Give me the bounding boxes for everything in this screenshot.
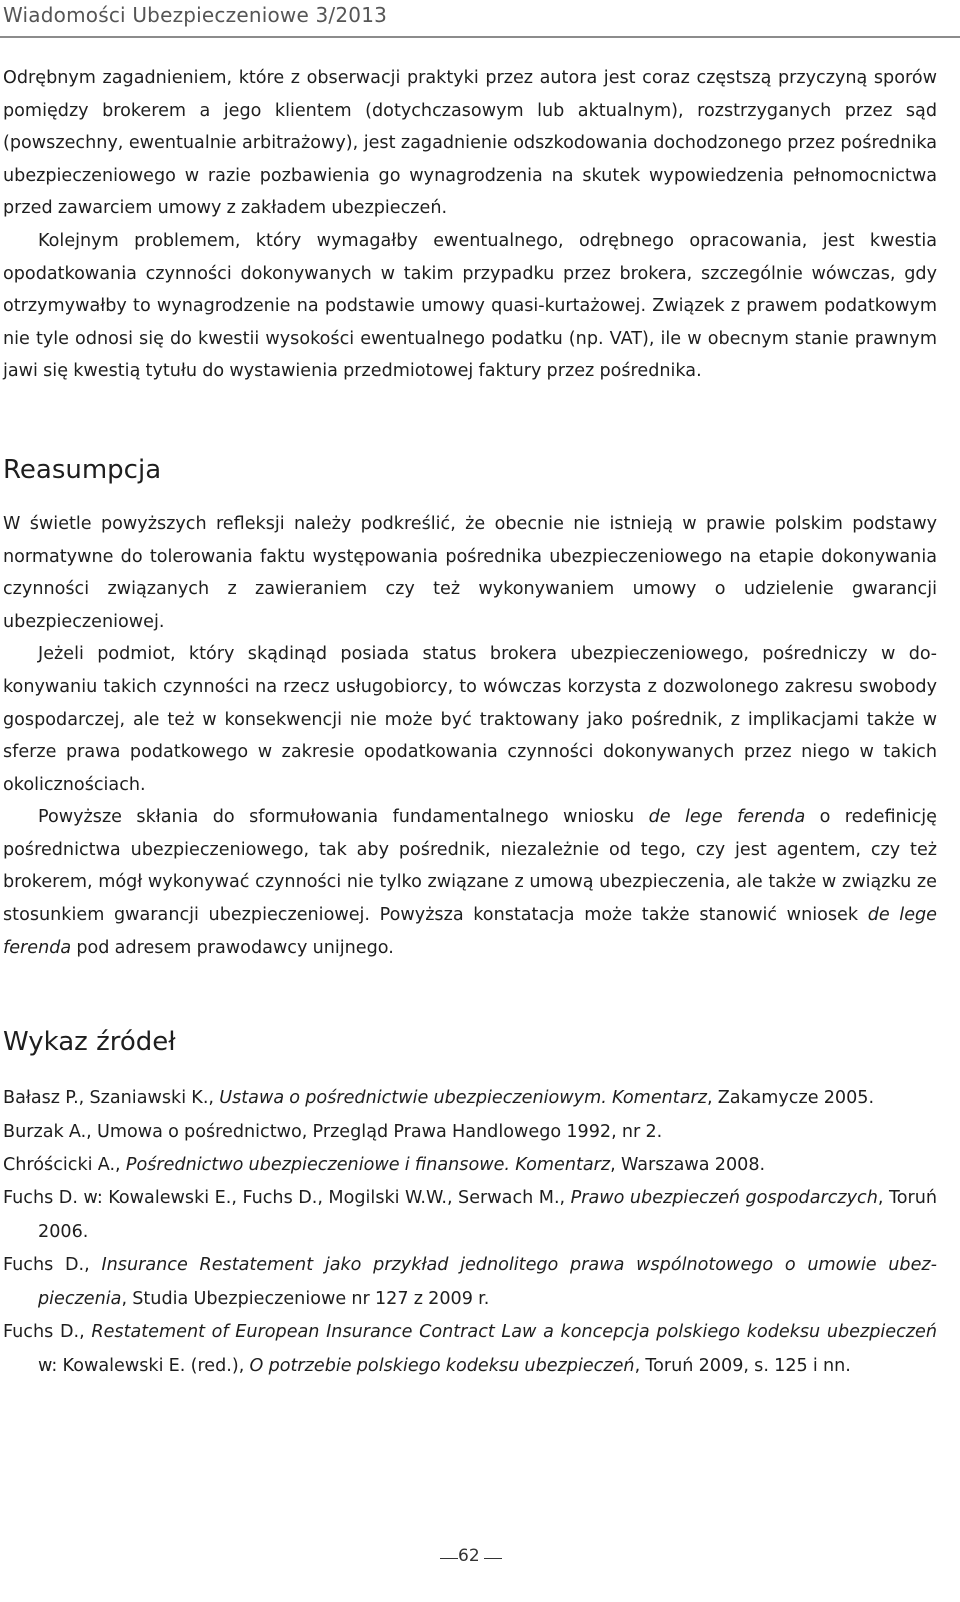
ref-details: w: Kowalewski E. (red.), (38, 1355, 250, 1376)
ref-author: Fuchs D., (3, 1255, 102, 1276)
footer-dash-left (440, 1558, 458, 1559)
body-paragraph: Odrębnym zagadnieniem, które z obserwacji praktyki przez autora jest coraz częstszą przyczyną sporów pomiędzy brokerem a jego klientem (dotychczasowym lub aktualnym), rozstrzyganych przez sąd (powszechny, ewentualnie arbitrażowy), jest zagadnienie odszkodowania dochodzonego przez pośrednika ubezpieczeniowego w razie pozbawienia go wynagrodzenia na skutek wypowiedzenia pełnomocnictwa przed zawarciem umowy z zakładem ubezpieczeń. (3, 68, 937, 219)
body-paragraph: W świetle powyższych refleksji należy podkreślić, że obecnie nie istnieją w prawie polskim podstawy normatywne do tolerowania faktu występowania pośrednika ubezpieczeniowego na etapie dokonywania czynności związanych z zawieraniem czy też wykonywaniem umowy o udzielenie gwarancji ubezpieczeniowej. (3, 513, 937, 632)
text-run: o redefinicję pośrednictwa ubezpieczeniowego, tak aby pośrednik, niezależnie od tego, czy jest agentem, czy też brokerem, mógł wykonywać czynności nie tylko związane z umową ubezpieczenia, ale także w związku ze stosunkiem gwarancji ubezpieczeniowej. Powyższa konstatacja może także stanowić wniosek (3, 807, 937, 926)
ref-title: Pośrednictwo ubezpieczeniowe i finansowe. Komentarz (125, 1155, 611, 1176)
body-paragraph: Jeżeli podmiot, który skądinąd posiada status brokera ubezpieczeniowego, pośredniczy w dokonywaniu takich czynności na rzecz usługobiorcy, to wówczas korzysta z dozwolonego zakresu swobody gospodarczej, ale też w konsekwencji nie może być traktowany jako pośrednik, z implikacjami także w sferze prawa podatkowego w zakresie opodatkowania czynności dokonywanych przez niego w takich okolicznościach. (3, 644, 937, 795)
ref-title: Prawo ubezpieczeń gospodarczych (570, 1188, 878, 1209)
ref-details: , Warszawa 2008. (610, 1155, 766, 1176)
body-paragraph (3, 801, 937, 964)
ref-title: Insurance Restatement jako przykład jednolitego prawa wspólnotowego o umowie ubezpieczenia (38, 1255, 937, 1309)
reference-entry (3, 1149, 937, 1182)
section-heading-wykaz-zrodel: Wykaz źródeł (3, 1027, 176, 1058)
ref-author: Chróścicki A., (3, 1155, 126, 1176)
reference-entry (3, 1316, 937, 1383)
article-body (3, 62, 937, 1383)
text-run: Powyższe skłania do sformułowania fundamentalnego wniosku (38, 807, 649, 828)
ref-author: Fuchs D. w: Kowalewski E., Fuchs D., Mogilski W.W., Serwach M., (3, 1188, 571, 1209)
ref-title: Ustawa o pośrednictwie ubezpieczeniowym. Komentarz (219, 1088, 707, 1109)
ref-author: Fuchs D., (3, 1322, 92, 1343)
footer-dash-right (484, 1558, 502, 1559)
ref-title: Restatement of European Insurance Contract Law a koncepcja polskiego kodeksu ubezpieczeń (91, 1322, 938, 1343)
ref-details: , Zakamycze 2005. (706, 1088, 875, 1109)
italic-phrase: de lege ferenda (648, 807, 806, 828)
ref-details: , Toruń 2009, s. 125 i nn. (634, 1355, 851, 1376)
text-run: pod adresem prawodawcy unijnego. (71, 937, 394, 958)
body-paragraph: Kolejnym problemem, który wymagałby ewentualnego, odrębnego opracowania, jest kwestia opodatkowania czynności dokonywanych w takim przypadku przez brokera, szczególnie wówczas, gdy otrzymywałby to wynagrodzenie na podstawie umowy quasi-kurtażowej. Związek z prawem podatkowym nie tyle odnosi się do kwestii wysokości ewentualnego podatku (np. VAT), ile w obecnym stanie prawnym jawi się kwestią tytułu do wystawienia przedmiotowej faktury przez pośrednika. (3, 230, 937, 382)
running-header (0, 0, 960, 38)
ref-author: Bałasz P., Szaniawski K., (3, 1088, 220, 1109)
ref-details: , Studia Ubezpieczeniowe nr 127 z 2009 r. (121, 1288, 490, 1309)
ref-details: , Toruń 2006. (38, 1188, 938, 1242)
reference-entry (3, 1116, 937, 1149)
italic-phrase: de lege ferenda (3, 905, 938, 958)
reference-entry (3, 1249, 937, 1316)
section-heading-reasumpcja: Reasumpcja (3, 454, 162, 485)
ref-title: O potrzebie polskiego kodeksu ubezpieczeń (249, 1355, 635, 1376)
reference-entry (3, 1082, 937, 1115)
reference-entry (3, 1182, 937, 1249)
page-number: 62 (458, 1546, 480, 1566)
journal-title: Wiadomości Ubezpieczeniowe 3/2013 (3, 3, 388, 27)
ref-author: Burzak A., Umowa o pośrednictwo, Przegląd Prawa Handlowego 1992, nr 2. (3, 1121, 663, 1142)
page-footer (0, 1546, 960, 1576)
